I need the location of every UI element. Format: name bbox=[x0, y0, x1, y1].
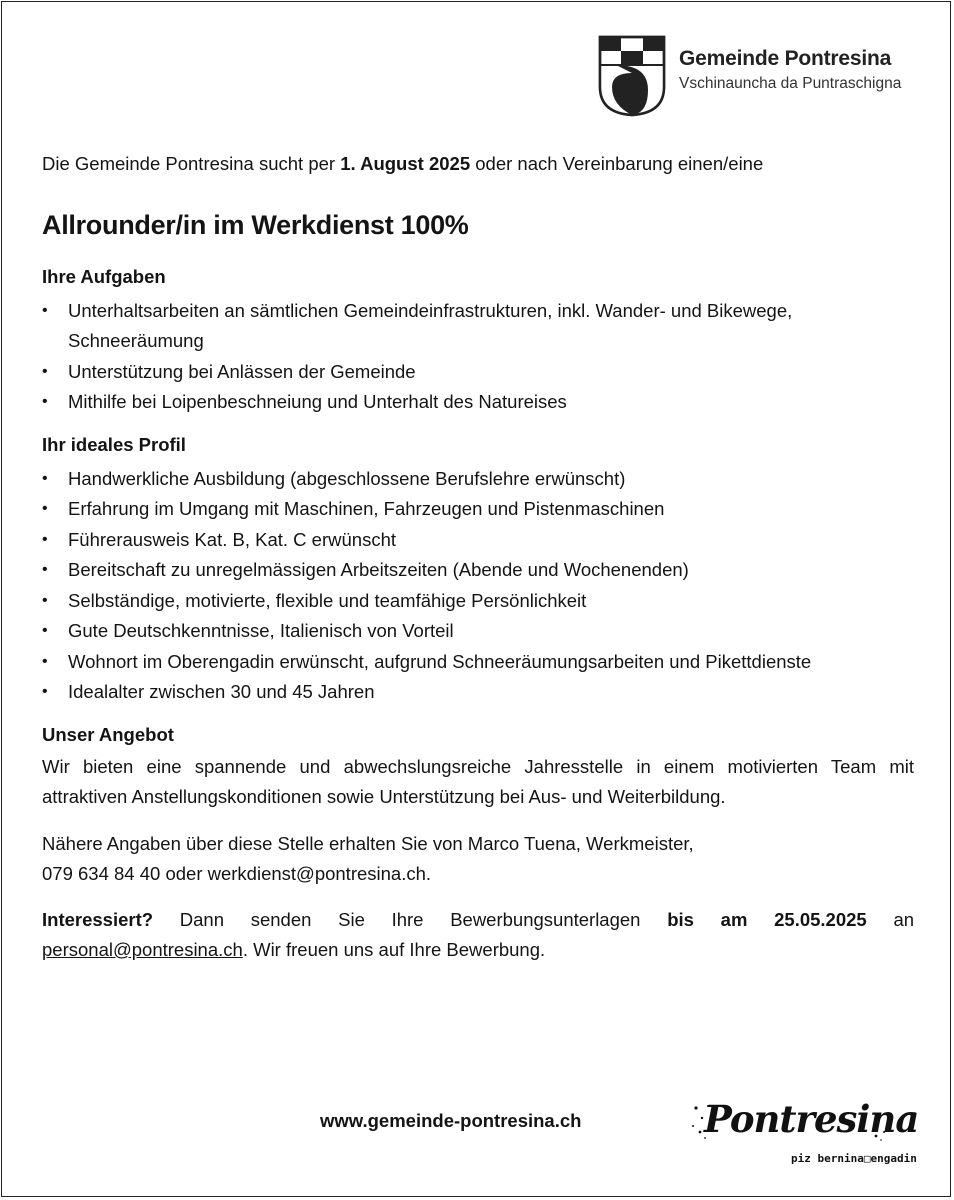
start-date: 1. August 2025 bbox=[340, 153, 471, 174]
logo-tagline: piz bernina□engadin bbox=[791, 1152, 917, 1165]
list-item: • Wohnort im Oberengadin erwünscht, aufgrund Schneeräumungsarbeiten und Pikettdienste bbox=[42, 647, 914, 678]
apply-text bbox=[42, 905, 914, 966]
apply-text-2: an bbox=[866, 908, 915, 930]
list-item: • Selbständige, motivierte, flexible und teamfähige Persönlichkeit bbox=[42, 586, 914, 617]
application-deadline: bis am 25.05.2025 bbox=[667, 908, 867, 930]
main-content bbox=[42, 149, 914, 966]
job-title: Allrounder/in im Werkdienst 100% bbox=[42, 209, 469, 240]
logo-wordmark: Pontresina bbox=[704, 1097, 919, 1141]
list-item: • Handwerkliche Ausbildung (abgeschlossene Berufslehre erwünscht) bbox=[42, 464, 914, 495]
list-item: • Bereitschaft zu unregelmässigen Arbeitszeiten (Abende und Wochenenden) bbox=[42, 555, 914, 586]
intro-after: oder nach Vereinbarung einen/eine bbox=[470, 153, 764, 174]
offer-text: Wir bieten eine spannende und abwechslungsreiche Jahresstelle in einem motivierten Team mit attraktiven Anstellungskonditionen sowie Unterstützung bei Aus- und Weiterbildung. bbox=[42, 755, 914, 807]
apply-text-1: Dann senden Sie Ihre Bewerbungsunterlagen bbox=[153, 908, 668, 930]
list-item: • Gute Deutschkenntnisse, Italienisch von Vorteil bbox=[42, 616, 914, 647]
website-link[interactable]: www.gemeinde-pontresina.ch bbox=[320, 1110, 582, 1131]
tasks-list bbox=[42, 296, 914, 418]
contact-text bbox=[42, 829, 914, 890]
org-subtitle: Vschinauncha da Puntraschigna bbox=[679, 75, 902, 92]
apply-lead: Interessiert? bbox=[42, 908, 154, 930]
application-email-link[interactable]: personal@pontresina.ch bbox=[42, 939, 243, 960]
list-item: • Unterstützung bei Anlässen der Gemeinde bbox=[42, 357, 914, 388]
apply-text-3: . Wir freuen uns auf Ihre Bewerbung. bbox=[242, 939, 546, 960]
org-name: Gemeinde Pontresina bbox=[679, 47, 892, 70]
tasks-heading: Ihre Aufgaben bbox=[42, 265, 166, 287]
contact-line-2: 079 634 84 40 oder werkdienst@pontresina.ch. bbox=[42, 863, 432, 884]
list-item: • Idealalter zwischen 30 und 45 Jahren bbox=[42, 677, 914, 708]
intro-before: Die Gemeinde Pontresina sucht per bbox=[42, 153, 341, 174]
contact-line-1: Nähere Angaben über diese Stelle erhalten Sie von Marco Tuena, Werkmeister, bbox=[42, 832, 694, 854]
profile-heading: Ihr ideales Profil bbox=[42, 433, 186, 455]
list-item: • Erfahrung im Umgang mit Maschinen, Fahrzeugen und Pistenmaschinen bbox=[42, 494, 914, 525]
municipal-crest-icon bbox=[598, 35, 666, 117]
intro-text bbox=[42, 149, 914, 180]
list-item: • Unterhaltsarbeiten an sämtlichen Gemeindeinfrastrukturen, inkl. Wander- und Bikewege, Schneeräumung bbox=[42, 296, 914, 357]
profile-list bbox=[42, 464, 914, 708]
offer-heading: Unser Angebot bbox=[42, 723, 174, 745]
list-item: • Führerausweis Kat. B, Kat. C erwünscht bbox=[42, 525, 914, 556]
list-item: • Mithilfe bei Loipenbeschneiung und Unterhalt des Natureises bbox=[42, 387, 914, 418]
